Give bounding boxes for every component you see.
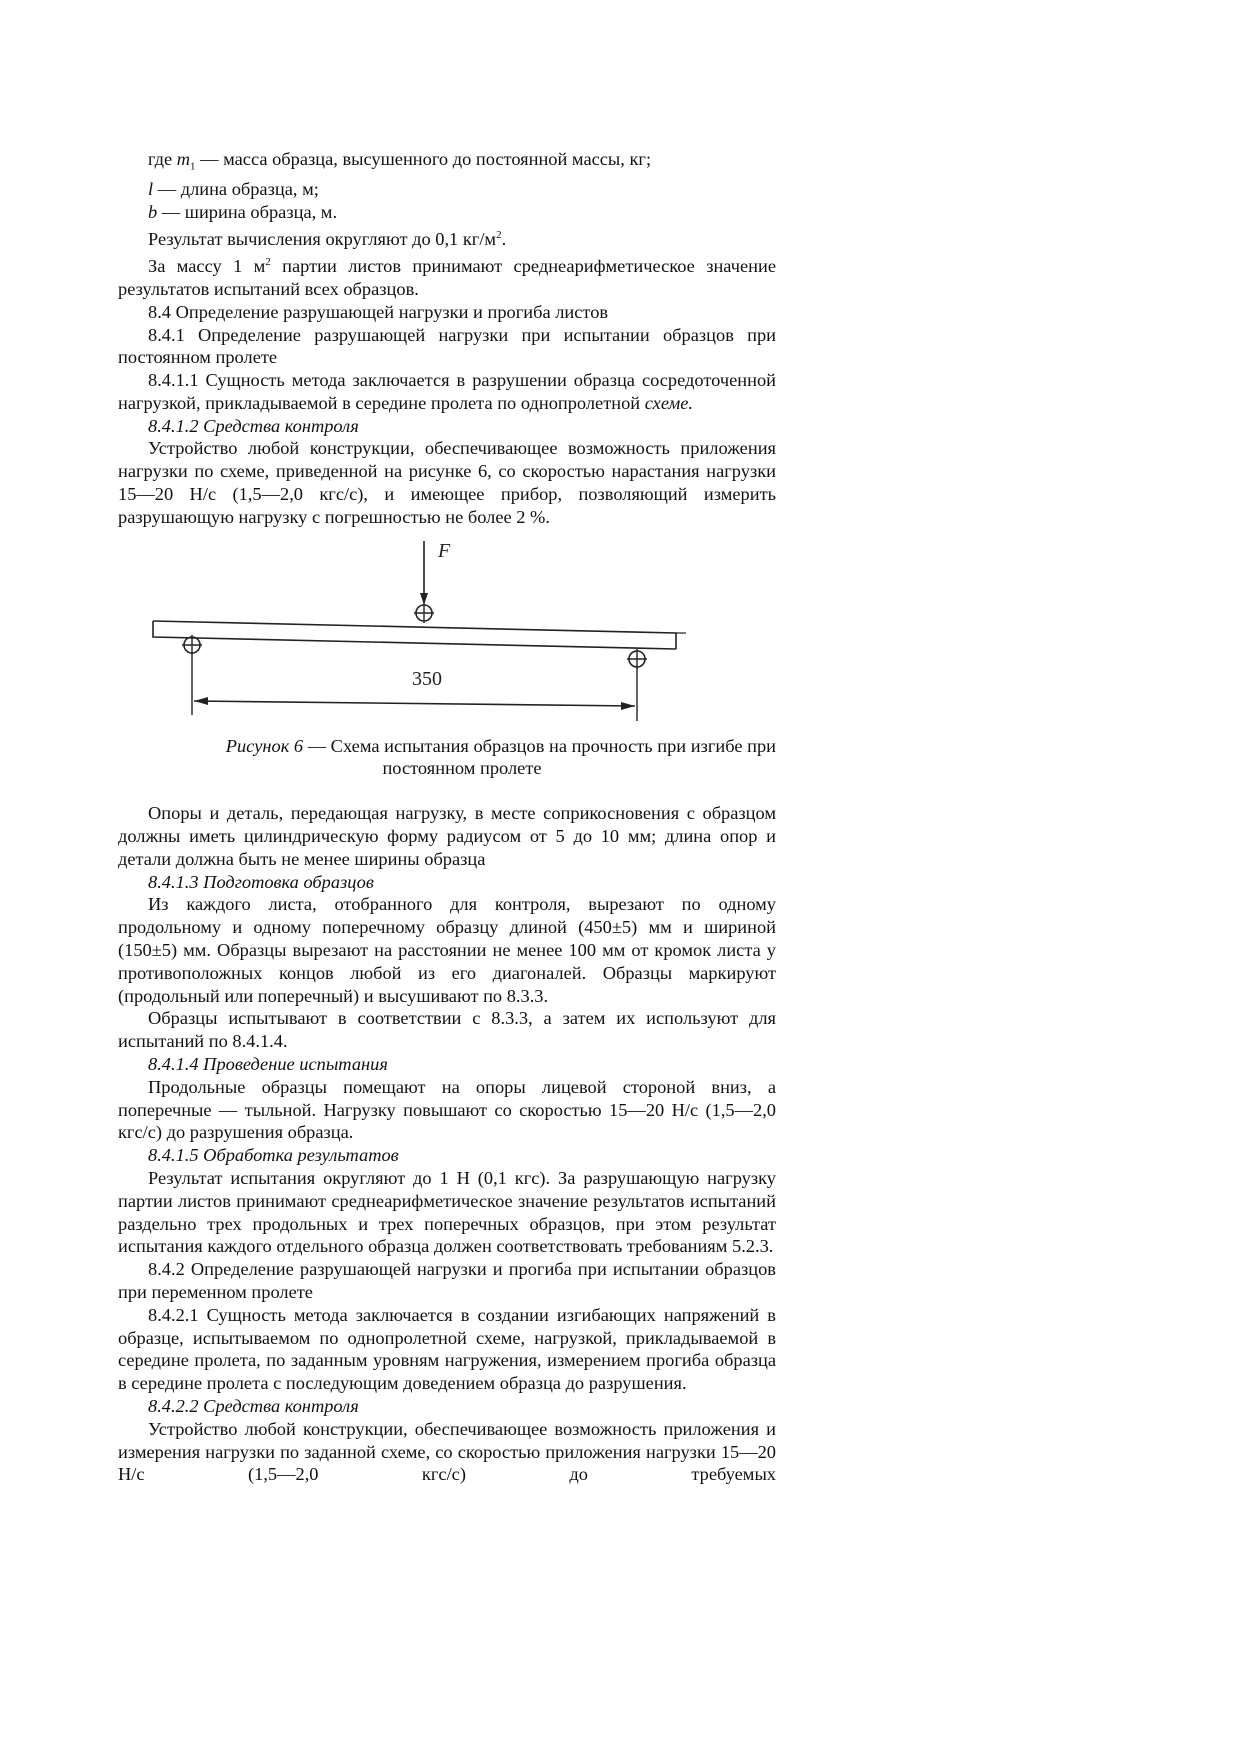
device-paragraph-2: Устройство любой конструкции, обеспечивающее возможность приложения и измерения нагрузки по заданной схеме, со скоростью приложения нагрузки 15—20 Н/с (1,5—2,0 кгс/с) до требуемых [118, 1418, 776, 1485]
results-paragraph: Результат испытания округляют до 1 Н (0,1 кгс). За разрушающую нагрузку партии листов принимают среднеарифметическое значение результатов испытаний раздельно трех продольных и трех поперечных образцов, при этом результат испытания каждого отдельного образца должен соответствовать требованиям 5.2.3. [118, 1168, 776, 1257]
tested-paragraph: Образцы испытывают в соответствии с 8.3.3, а затем их используют для испытаний по 8.4.1.4. [118, 1008, 776, 1052]
section-8-4-1-1 [118, 369, 776, 415]
formula-note-l [118, 178, 776, 201]
symbol-l: l [148, 179, 154, 200]
text: Результат вычисления округляют до 0,1 кг/м [148, 229, 497, 250]
section-8-4: 8.4 Определение разрушающей нагрузки и прогиба листов [148, 301, 609, 322]
text: За массу 1 м [148, 256, 266, 277]
dim-arrow-left [194, 697, 208, 705]
heading-8-4-2-2: 8.4.2.2 Средства контроля [148, 1395, 359, 1416]
preparation-paragraph: Из каждого листа, отобранного для контроля, вырезают по одному продольному и одному поперечному образцу длиной (450±5) мм и шириной (150±5) мм. Образцы вырезают на расстоянии не менее 100 мм от кромок листа у противоположных концов любой из его диагоналей. Образцы маркируют (продольный или поперечный) и высушивают по 8.3.3. [118, 894, 776, 1006]
section-8-4-2-1: 8.4.2.1 Сущность метода заключается в создании изгибающих напряжений в образце, испытываемом по однопролетной схеме, нагрузкой, прикладываемой в середине пролета, по заданным уровням нагружения, измерением прогиба образца в середине пролета с последующим доведением образца до разрушения. [118, 1304, 776, 1394]
mass-paragraph [118, 251, 776, 301]
text: где [148, 149, 177, 169]
force-label: F [438, 539, 451, 562]
bending-test-diagram [118, 533, 776, 733]
subscript: 1 [190, 160, 196, 173]
rounding-paragraph [118, 224, 776, 251]
figure-6 [118, 533, 776, 733]
formula-note-b [118, 201, 776, 224]
superscript: 2 [265, 255, 271, 268]
heading-8-4-1-3: 8.4.1.3 Подготовка образцов [148, 871, 374, 892]
heading-8-4-1-4: 8.4.1.4 Проведение испытания [148, 1054, 388, 1075]
text: — длина образца, м; [153, 179, 319, 200]
text: — Схема испытания образцов на прочность при изгибе при [303, 735, 776, 756]
document-page [118, 148, 776, 1486]
text: — масса образца, высушенного до постоянной массы, кг; [195, 149, 652, 169]
heading-8-4-1-2: 8.4.1.2 Средства контроля [148, 415, 359, 436]
text: партии листов принимают среднеарифметическое значение результатов испытаний всех образцов. [118, 256, 776, 299]
formula-note-m1 [118, 148, 776, 178]
symbol-m: m [176, 149, 191, 169]
heading-8-4-1-5: 8.4.1.5 Обработка результатов [148, 1145, 399, 1166]
caption-label: Рисунок 6 [225, 735, 304, 756]
supports-paragraph: Опоры и деталь, передающая нагрузку, в месте соприкосновения с образцом должны иметь цилиндрическую форму радиусом от 5 до 10 мм; длина опор и детали должна быть не менее ширины образца [118, 803, 776, 869]
section-8-4-2: 8.4.2 Определение разрушающей нагрузки и прогиба при испытании образцов при переменном пролете [118, 1259, 776, 1302]
beam-bottom [153, 621, 676, 649]
figure-caption [118, 735, 776, 781]
device-paragraph-1: Устройство любой конструкции, обеспечивающее возможность приложения нагрузки по схеме, приведенной на рисунке 6, со скоростью нарастания нагрузки 15—20 Н/с (1,5—2,0 кгс/с), и имеющее прибор, позволяющий измерить разрушающую нагрузку с погрешностью не более 2 %. [118, 438, 776, 527]
caption-line-2: постоянном пролете [382, 758, 542, 779]
dim-arrow-right [621, 702, 635, 710]
beam-top [153, 621, 676, 649]
text: . [501, 229, 507, 250]
span-label: 350 [412, 667, 442, 690]
italic-text: схеме. [644, 392, 694, 413]
caption-line-1 [148, 735, 776, 758]
procedure-paragraph: Продольные образцы помещают на опоры лицевой стороной вниз, а поперечные — тыльной. Нагрузку повышают со скоростью 15—20 Н/с (1,5—2,0 кгс/с) до разрушения образца. [118, 1076, 776, 1143]
section-8-4-1: 8.4.1 Определение разрушающей нагрузки при испытании образцов при постоянном пролете [118, 324, 776, 368]
dim-line [194, 701, 635, 706]
text: 8.4.1.1 Сущность метода заключается в разрушении образца сосредоточенной нагрузкой, прикладываемой в середине пролета по однопролетной [118, 370, 776, 413]
text: — ширина образца, м. [157, 202, 338, 223]
superscript: 2 [496, 229, 502, 242]
symbol-b: b [148, 202, 158, 223]
